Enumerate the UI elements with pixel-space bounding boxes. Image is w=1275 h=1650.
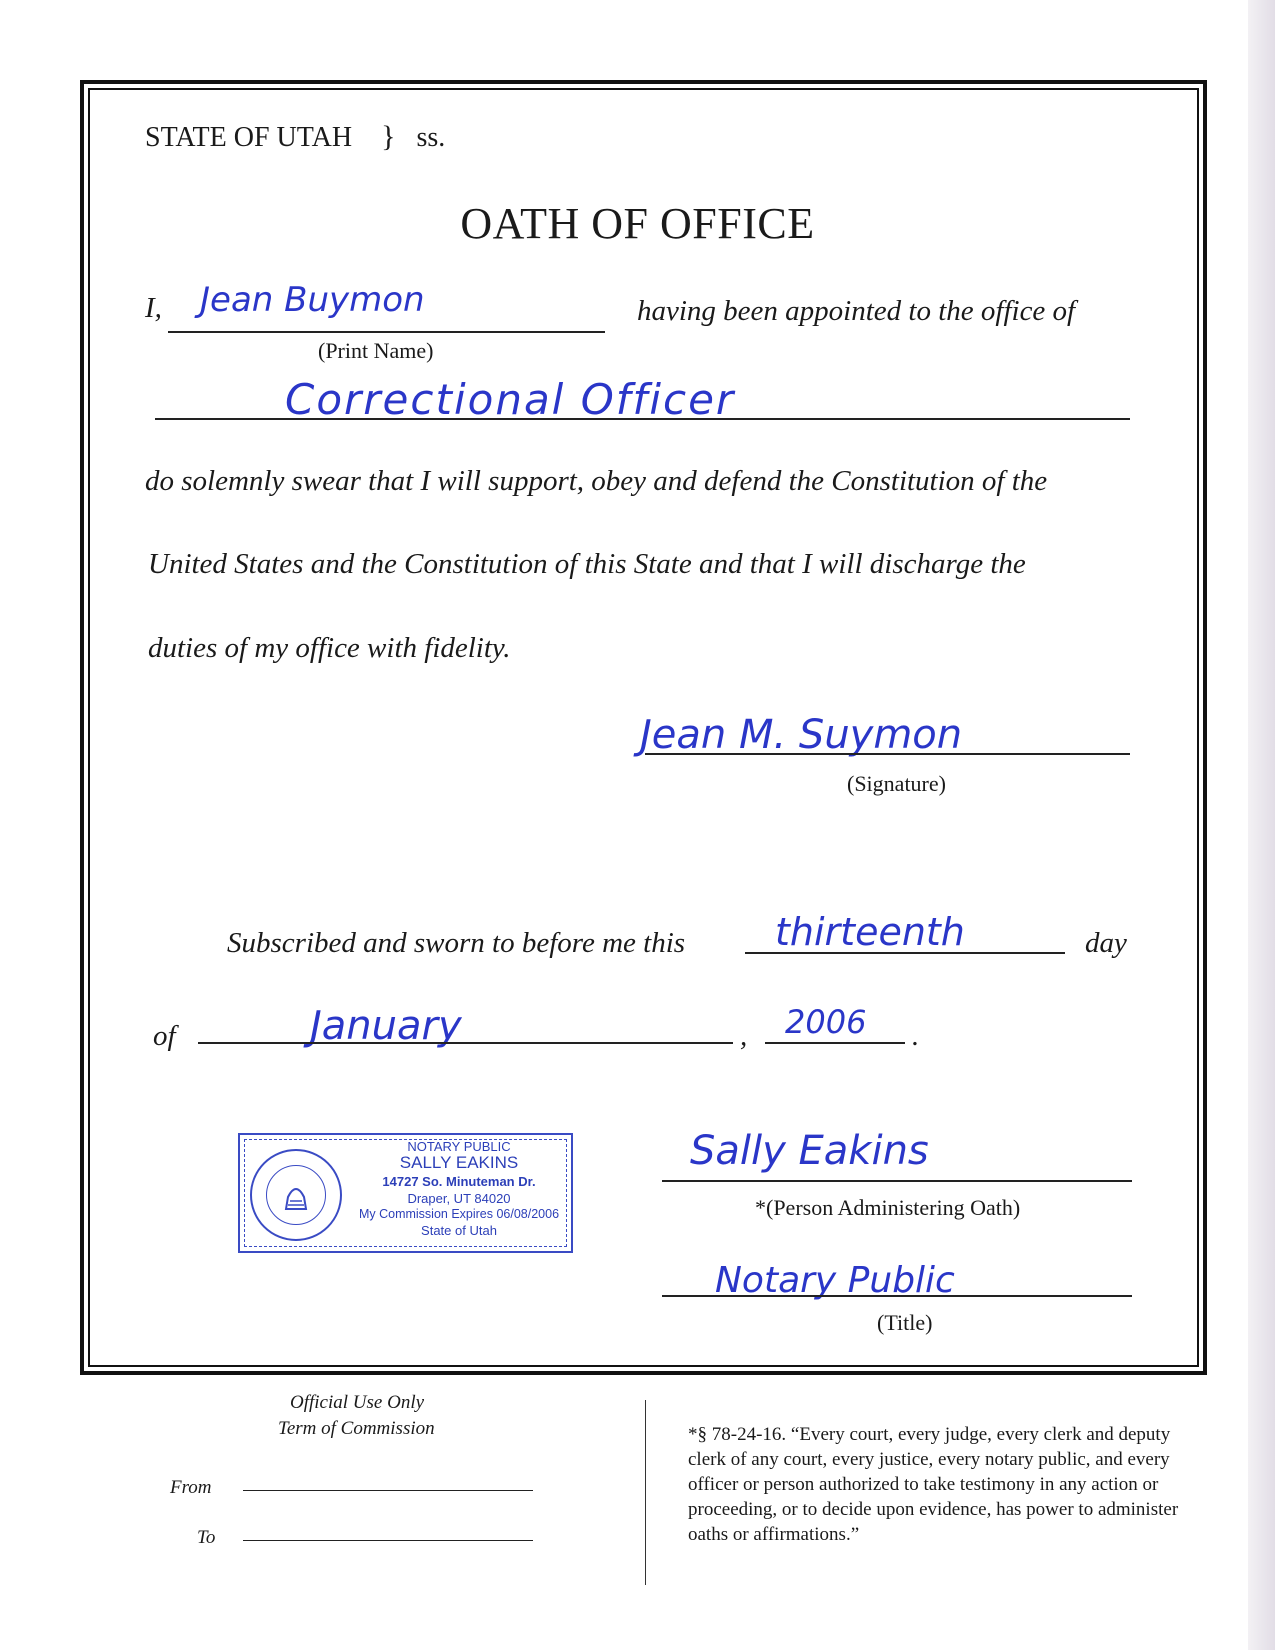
to-line [243,1540,533,1541]
page-title: OATH OF OFFICE [460,199,815,248]
handwritten-print-name: Jean Buymon [200,280,425,320]
brace-symbol: } [381,120,396,153]
stamp-line-5: My Commission Expires 06/08/2006 [358,1207,560,1221]
to-label: To [197,1527,216,1548]
state-seal-icon [250,1149,342,1241]
comma: , [740,1020,748,1052]
official-use-heading: Official Use Only [290,1392,425,1413]
sworn-text: Subscribed and sworn to before me this [227,927,686,959]
signature-line [645,753,1130,755]
notary-stamp [238,1133,573,1253]
title-caption: (Title) [877,1310,933,1335]
term-heading: Term of Commission [278,1418,435,1439]
handwritten-office: Correctional Officer [285,375,736,424]
day-line [745,952,1065,954]
from-label: From [170,1477,212,1498]
ss-abbrev: ss. [416,122,446,153]
administrator-line [662,1180,1132,1182]
stamp-line-2: SALLY EAKINS [399,1153,519,1172]
title-line [662,1295,1132,1297]
print-name-line [168,331,605,333]
of-word: of [153,1020,176,1052]
period: . [912,1020,920,1052]
beehive-icon [252,1151,340,1239]
month-line [198,1042,733,1044]
handwritten-signature: Jean M. Suymon [640,712,963,758]
stamp-line-6: State of Utah [421,1223,497,1238]
handwritten-title: Notary Public [715,1260,955,1301]
footer-divider [645,1400,646,1585]
signature-caption: (Signature) [847,771,946,796]
oath-line-3: duties of my office with fidelity. [148,632,511,664]
prefix-i: I, [145,292,162,324]
oath-line-1: do solemnly swear that I will support, obey and defend the Constitution of the [145,465,1048,497]
stamp-line-1: NOTARY PUBLIC [407,1139,511,1154]
print-name-caption: (Print Name) [318,338,434,363]
year-line [765,1042,905,1044]
stamp-line-4: Draper, UT 84020 [407,1191,511,1206]
statute-footnote: *§ 78-24-16. “Every court, every judge, every clerk and deputy clerk of any court, every justice, every notary public, and every officer or person authorized to take testimony in any action or proceeding, or to decide upon evidence, has power to administer oaths or affirmations.” [688,1424,1179,1545]
oath-line-2: United States and the Constitution of this State and that I will discharge the [148,548,1026,580]
stamp-line-3: 14727 So. Minuteman Dr. [382,1174,536,1189]
office-line [155,418,1130,420]
from-line [243,1490,533,1491]
appointed-text: having been appointed to the office of [637,295,1076,327]
day-word: day [1085,927,1127,959]
handwritten-administrator: Sally Eakins [690,1128,929,1174]
handwritten-year: 2006 [785,1003,867,1041]
handwritten-day: thirteenth [775,910,965,954]
handwritten-month: January [310,1003,462,1049]
administrator-caption: *(Person Administering Oath) [755,1195,1021,1220]
state-name: STATE OF UTAH [145,122,353,153]
state-heading [145,120,445,154]
